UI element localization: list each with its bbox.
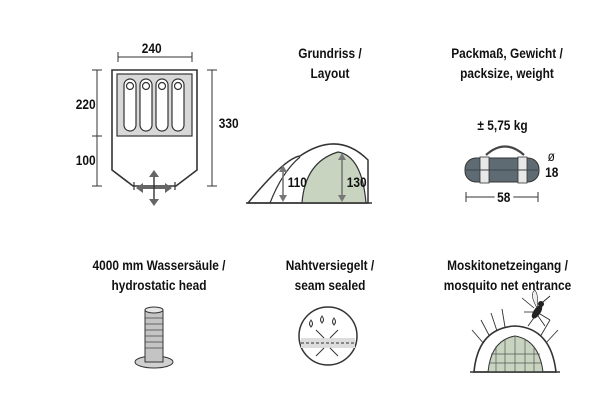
- seams-label-line1: Nahtversiegelt /: [285, 258, 375, 273]
- pack-diameter-symbol: ø: [547, 148, 555, 164]
- layout-label-line2: Layout: [310, 66, 350, 81]
- floorplan-diagram: [92, 52, 217, 206]
- mosquito-label-line2: mosquito net entrance: [443, 278, 572, 293]
- floorplan-width: 240: [141, 40, 162, 56]
- layout-label: [277, 44, 383, 84]
- profile-height-high: 130: [346, 174, 367, 190]
- mosquito-label-line1: Moskitonetzeingang /: [447, 258, 568, 273]
- floorplan-inner-length: 220: [75, 96, 96, 112]
- hydrostatic-label: [84, 256, 234, 296]
- seams-label-line2: seam sealed: [294, 278, 366, 293]
- mosquito-label: [435, 256, 580, 296]
- pack-label-line2: packsize, weight: [460, 66, 554, 81]
- profile-height-low: 110: [287, 174, 307, 190]
- mosquito-net-icon: [470, 290, 560, 372]
- water-column-icon: [135, 307, 173, 368]
- pack-length: 58: [495, 189, 513, 205]
- floorplan-vestibule-length: 100: [75, 152, 96, 168]
- pack-weight: ± 5,75 kg: [477, 117, 528, 133]
- hydrostatic-label-line1: 4000 mm Wassersäule /: [92, 258, 226, 273]
- pack-diameter: 18: [545, 164, 559, 180]
- floorplan-total-length: 330: [218, 115, 239, 131]
- pack-label: [441, 44, 573, 84]
- seams-label: [277, 256, 383, 296]
- hydrostatic-label-line2: hydrostatic head: [111, 278, 207, 293]
- pack-label-line1: Packmaß, Gewicht /: [451, 46, 563, 61]
- seam-sealed-icon: [299, 307, 357, 365]
- layout-label-line1: Grundriss /: [298, 46, 362, 61]
